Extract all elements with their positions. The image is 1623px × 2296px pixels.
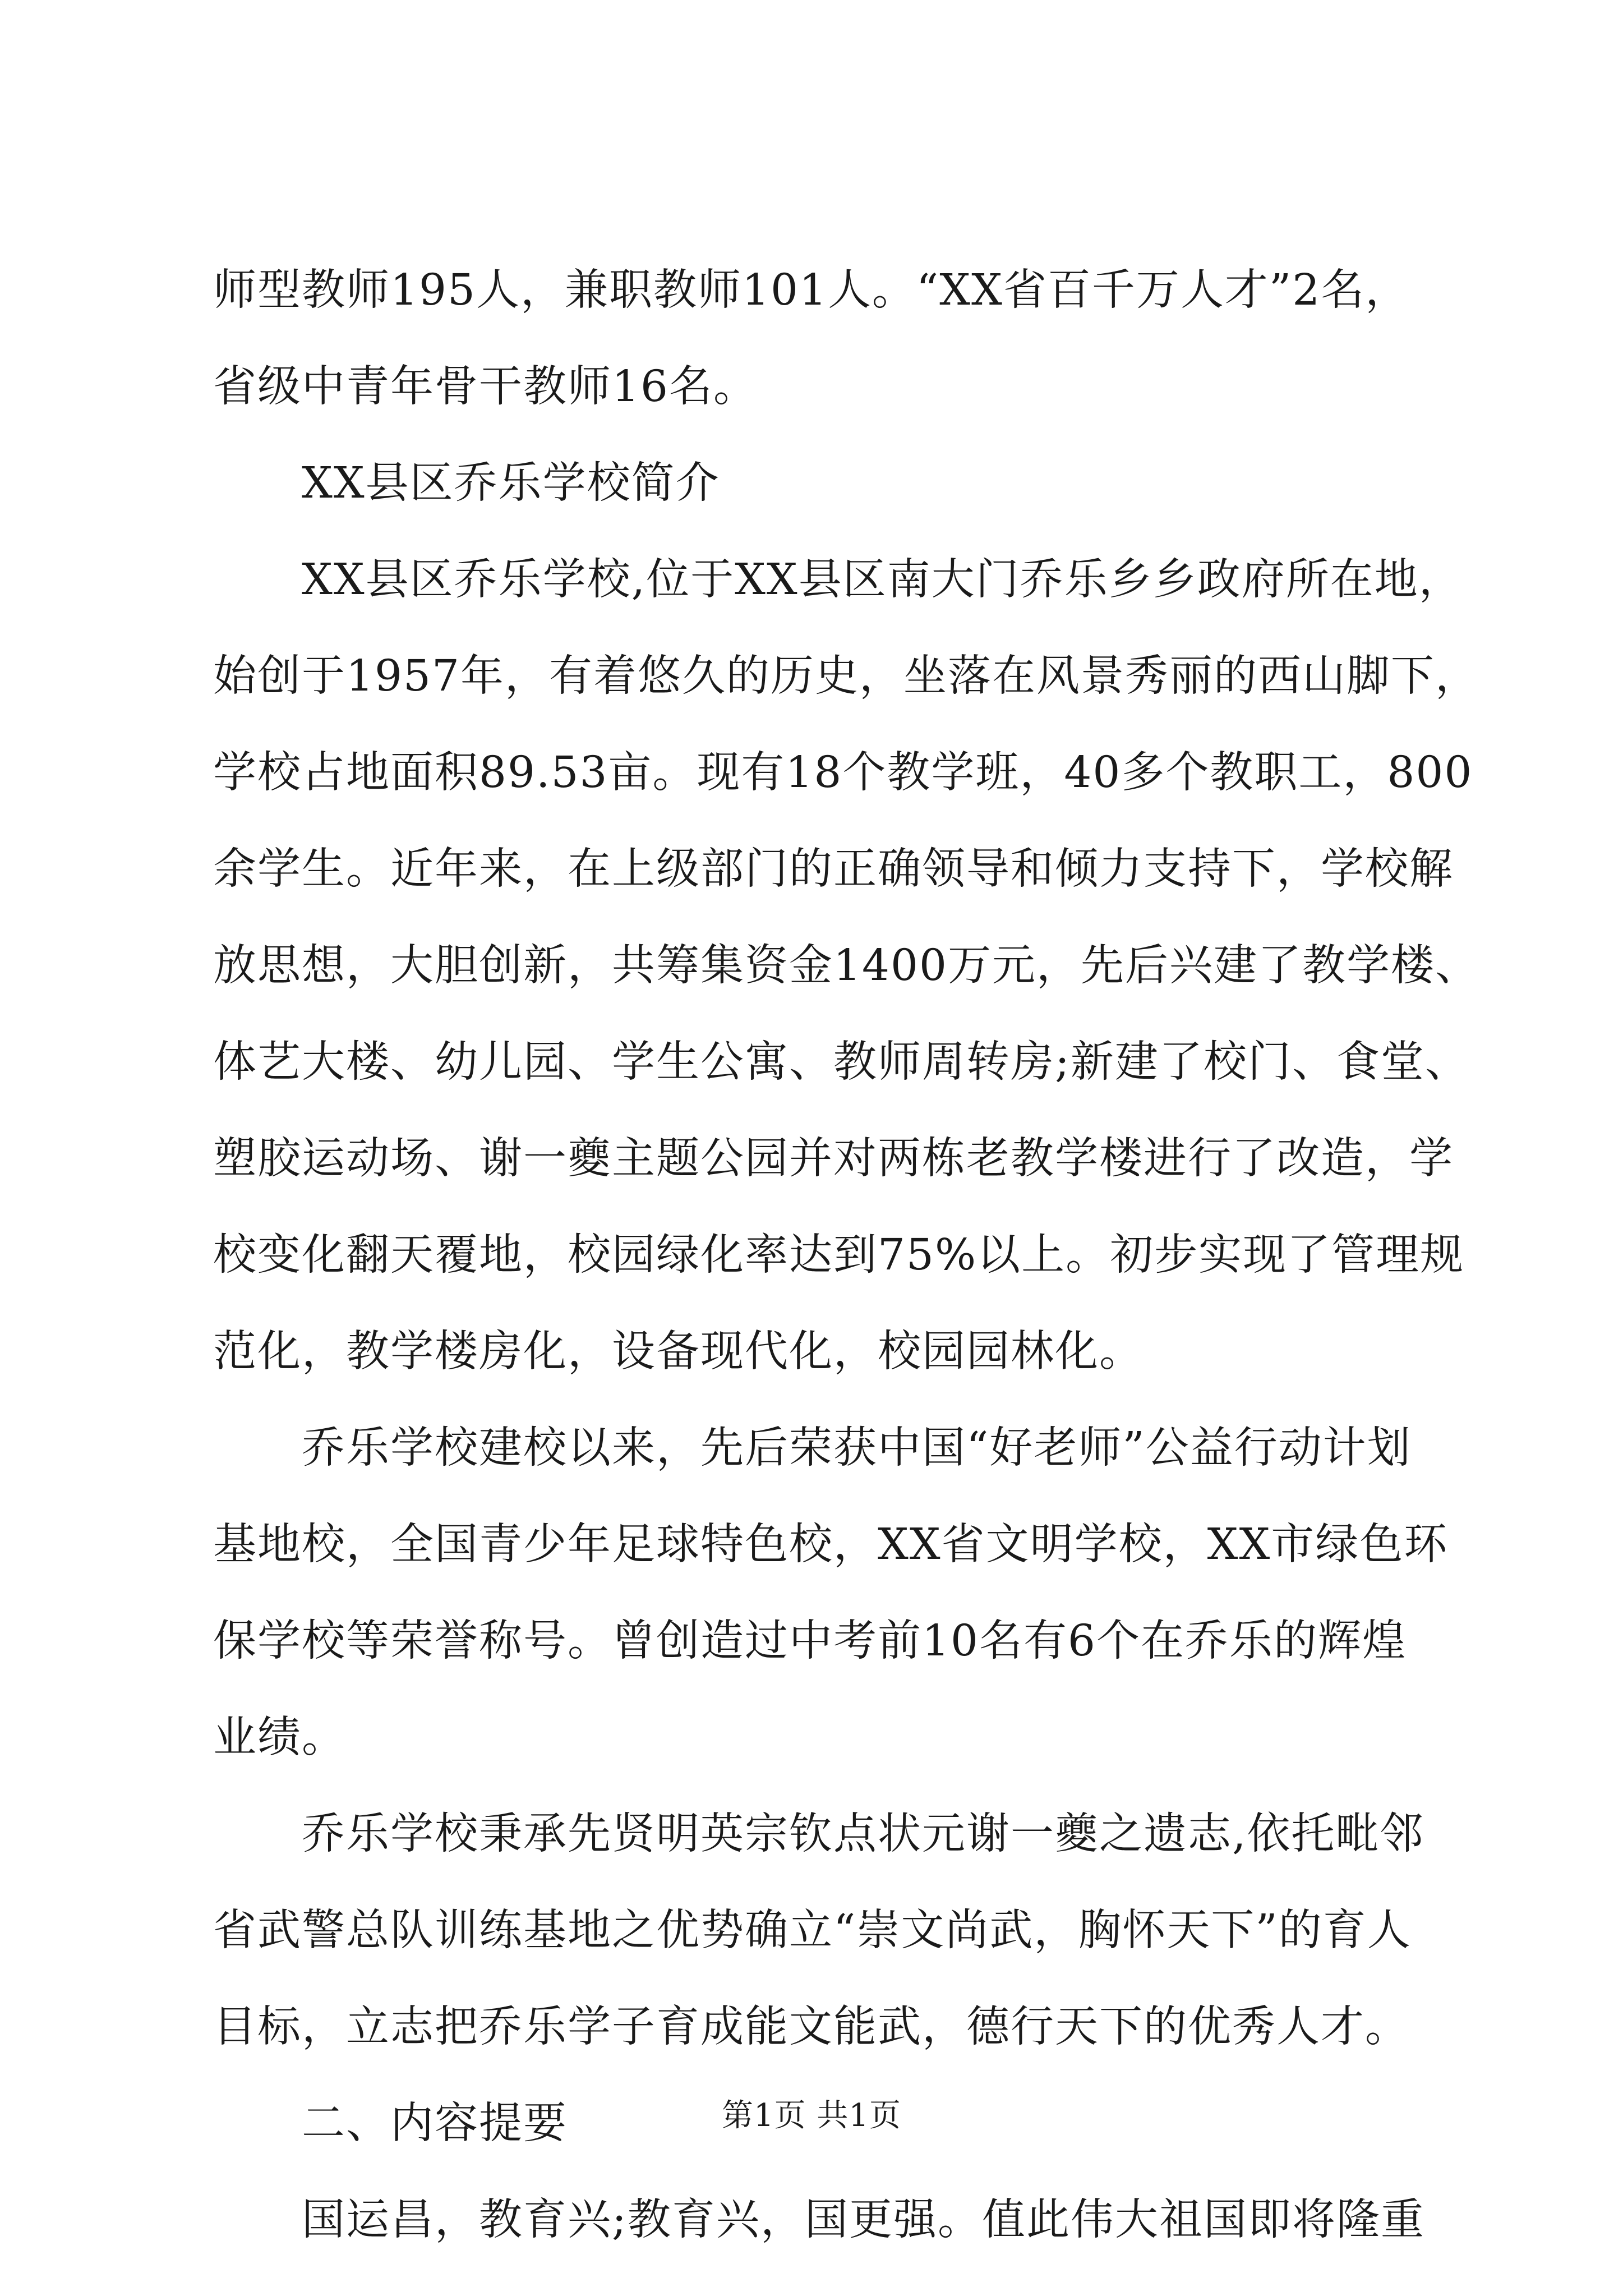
text-line: 省级中青年骨干教师16名。 <box>213 362 758 412</box>
text-line: 塑胶运动场、谢一夔主题公园并对两栋老教学楼进行了改造，学 <box>213 1134 1454 1184</box>
text-line: 保学校等荣誉称号。曾创造过中考前10名有6个在乔乐的辉煌 <box>213 1616 1407 1666</box>
text-line: 校变化翻天覆地，校园绿化率达到75%以上。初步实现了管理规 <box>213 1230 1465 1280</box>
text-line: 乔乐学校建校以来，先后荣获中国“好老师”公益行动计划 <box>302 1423 1412 1473</box>
text-line: 师型教师195人，兼职教师101人。“XX省百千万人才”2名， <box>213 265 1410 315</box>
text-line: 国运昌，教育兴;教育兴，国更强。值此伟大祖国即将隆重 <box>302 2195 1425 2245</box>
text-line: 体艺大楼、幼儿园、学生公寓、教师周转房;新建了校门、食堂、 <box>213 1037 1469 1087</box>
text-line: 余学生。近年来，在上级部门的正确领导和倾力支持下，学校解 <box>213 844 1454 894</box>
section-heading: XX县区乔乐学校简介 <box>302 458 720 508</box>
text-line: 乔乐学校秉承先贤明英宗钦点状元谢一夔之遗志,依托毗邻 <box>302 1809 1424 1859</box>
text-line: 学校占地面积89.53亩。现有18个教学班，40多个教职工，800 <box>213 748 1473 798</box>
text-line: 省武警总队训练基地之优势确立“崇文尚武，胸怀天下”的育人 <box>213 1906 1412 1955</box>
text-line: 业绩。 <box>213 1713 346 1763</box>
text-line: 目标，立志把乔乐学子育成能文能武，德行天下的优秀人才。 <box>213 2002 1409 2052</box>
page-footer: 第1页 共1页 <box>721 2097 902 2134</box>
text-line: 始创于1957年，有着悠久的历史，坐落在风景秀丽的西山脚下， <box>213 651 1479 701</box>
text-line: 放思想，大胆创新，共筹集资金1400万元，先后兴建了教学楼、 <box>213 941 1479 991</box>
text-line: 基地校，全国青少年足球特色校，XX省文明学校，XX市绿色环 <box>213 1520 1449 1570</box>
document-body <box>213 265 1479 2293</box>
section-heading: 二、内容提要 <box>302 2099 568 2148</box>
text-line: 范化，教学楼房化，设备现代化，校园园林化。 <box>213 1327 1144 1377</box>
text-line: XX县区乔乐学校,位于XX县区南大门乔乐乡乡政府所在地， <box>302 555 1463 605</box>
